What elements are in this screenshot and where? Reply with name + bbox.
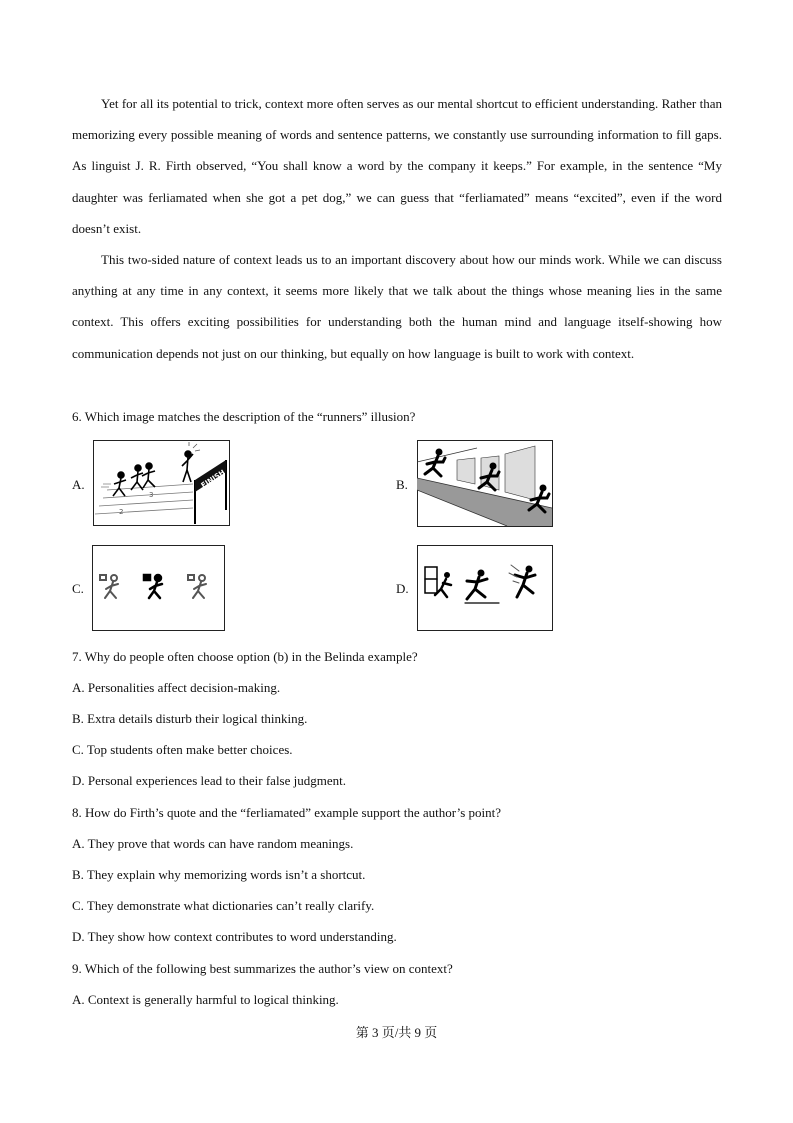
option-a-label: A. — [72, 477, 85, 492]
finish-banner-text: FINISH — [199, 468, 227, 490]
figure-a-race-finish-icon — [93, 440, 230, 526]
figure-c-briefcase-runners-icon — [92, 545, 225, 631]
figure-d-falling-figures-icon — [417, 545, 553, 631]
option-c-label: C. — [72, 581, 84, 596]
question-7: 7. Why do people often choose option (b) in the Belinda example? — [72, 649, 418, 664]
q8-option-a: A. They prove that words can have random meanings. — [72, 836, 354, 851]
q8-option-d: D. They show how context contributes to word understanding. — [72, 929, 397, 944]
passage-paragraph-2: This two-sided nature of context leads us to an important discovery about how our minds work. While we can discuss anything at any time in any context, it seems more likely that we talk about the things whose meaning lies in the same context. This offers exciting possibilities for understanding both the human mind and language itself-showing how communication depends not just on our thinking, but equally on how language is built to work with context. — [72, 252, 722, 361]
q8-option-b: B. They explain why memorizing words isn’t a shortcut. — [72, 867, 366, 882]
question-8: 8. How do Firth’s quote and the “ferliamated” example support the author’s point? — [72, 805, 502, 820]
svg-text:2: 2 — [119, 508, 124, 516]
figure-d — [417, 545, 553, 631]
option-b-label: B. — [396, 477, 408, 492]
q7-option-b: B. Extra details disturb their logical thinking. — [72, 711, 308, 726]
figure-c — [92, 545, 225, 631]
passage-paragraph-1: Yet for all its potential to trick, context more often serves as our mental shortcut to efficient understanding. Rather than memorizing every possible meaning of words and sentence patterns, we constantly use surrounding information to fill gaps. As linguist J. R. Firth observed, “You shall know a word by the company it keeps.” For example, in the sentence “My daughter was ferliamated when she got a pet dog,” we can guess that “ferliamated” means “excited”, even if the word doesn’t exist. — [72, 96, 722, 236]
figure-b — [417, 440, 553, 527]
q7-option-d: D. Personal experiences lead to their false judgment. — [72, 773, 346, 788]
q7-option-a: A. Personalities affect decision-making. — [72, 680, 281, 695]
question-9: 9. Which of the following best summarizes the author’s view on context? — [72, 961, 453, 976]
question-6: 6. Which image matches the description of the “runners” illusion? — [72, 409, 416, 424]
q9-option-a: A. Context is generally harmful to logical thinking. — [72, 992, 339, 1007]
page-footer: 第 3 页/共 9 页 — [355, 1025, 438, 1040]
q8-option-c: C. They demonstrate what dictionaries can’t really clarify. — [72, 898, 375, 913]
option-d-label: D. — [396, 581, 409, 596]
svg-text:3: 3 — [149, 491, 154, 499]
figure-b-corridor-runners-icon — [417, 440, 553, 527]
q7-option-c: C. Top students often make better choices. — [72, 742, 293, 757]
figure-a — [93, 440, 230, 526]
